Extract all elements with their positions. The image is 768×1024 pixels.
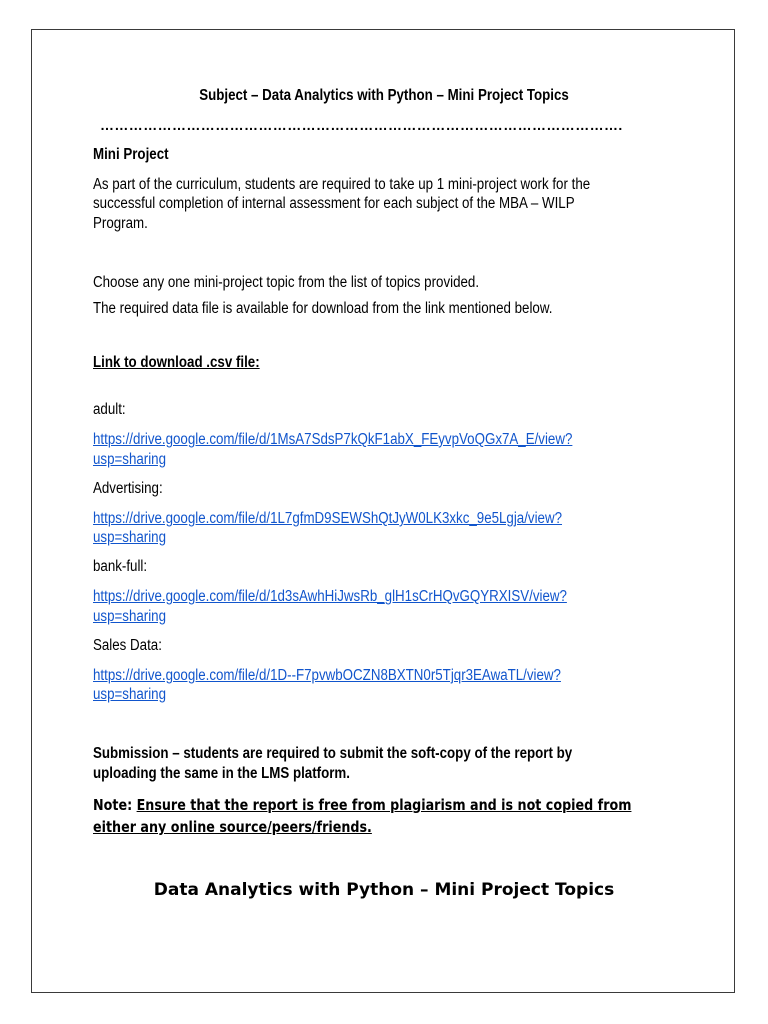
section-title: Data Analytics with Python – Mini Project Topics — [153, 880, 615, 900]
choose-topic-text: Choose any one mini-project topic from the list of topics provided. — [93, 274, 480, 291]
dataset-label-adult: adult: — [93, 401, 126, 418]
dataset-label-advertising: Advertising: — [93, 480, 163, 497]
note-text-line-1: Ensure that the report is free from plagiarism and is not copied from — [136, 796, 632, 814]
intro-paragraph-line-1: As part of the curriculum, students are required to take up 1 mini-project work for the — [93, 176, 591, 193]
dataset-link-bank-full-continued[interactable]: usp=sharing — [93, 608, 167, 625]
note-text-line-2: either any online source/peers/friends. — [93, 818, 372, 836]
dataset-link-advertising[interactable]: https://drive.google.com/file/d/1L7gfmD9SEWShQtJyW0LK3xkc_9e5Lgja/view? — [93, 510, 563, 527]
mini-project-heading: Mini Project — [93, 146, 169, 163]
submission-text-line-1: Submission – students are required to submit the soft-copy of the report by — [93, 745, 573, 762]
dataset-label-bank-full: bank-full: — [93, 558, 148, 575]
data-file-text: The required data file is available for download from the link mentioned below. — [93, 300, 553, 317]
separator-dots: ………………………………………………………………………………………………. — [100, 117, 623, 133]
dataset-link-bank-full[interactable]: https://drive.google.com/file/d/1d3sAwhHiJwsRb_glH1sCrHQvGQYRXISV/view? — [93, 588, 567, 605]
note-label: Note: — [93, 796, 133, 814]
download-link-heading: Link to download .csv file: — [93, 354, 260, 371]
note-line-2 — [93, 817, 433, 837]
dataset-link-sales-data[interactable]: https://drive.google.com/file/d/1D--F7pvwbOCZN8BXTN0r5Tjqr3EAwaTL/view? — [93, 667, 561, 684]
document-title: Subject – Data Analytics with Python – Mini Project Topics — [199, 87, 569, 104]
intro-paragraph-line-2: successful completion of internal assessment for each subject of the MBA – WILP — [93, 195, 575, 212]
dataset-link-advertising-continued[interactable]: usp=sharing — [93, 529, 167, 546]
submission-text-line-2: uploading the same in the LMS platform. — [93, 765, 350, 782]
intro-paragraph-line-3: Program. — [93, 215, 148, 232]
dataset-link-sales-data-continued[interactable]: usp=sharing — [93, 686, 167, 703]
dataset-link-adult-continued[interactable]: usp=sharing — [93, 451, 167, 468]
note-line-1 — [93, 795, 750, 815]
dataset-link-adult[interactable]: https://drive.google.com/file/d/1MsA7SdsP7kQkF1abX_FEyvpVoQGx7A_E/view? — [93, 431, 573, 448]
dataset-label-sales-data: Sales Data: — [93, 637, 162, 654]
